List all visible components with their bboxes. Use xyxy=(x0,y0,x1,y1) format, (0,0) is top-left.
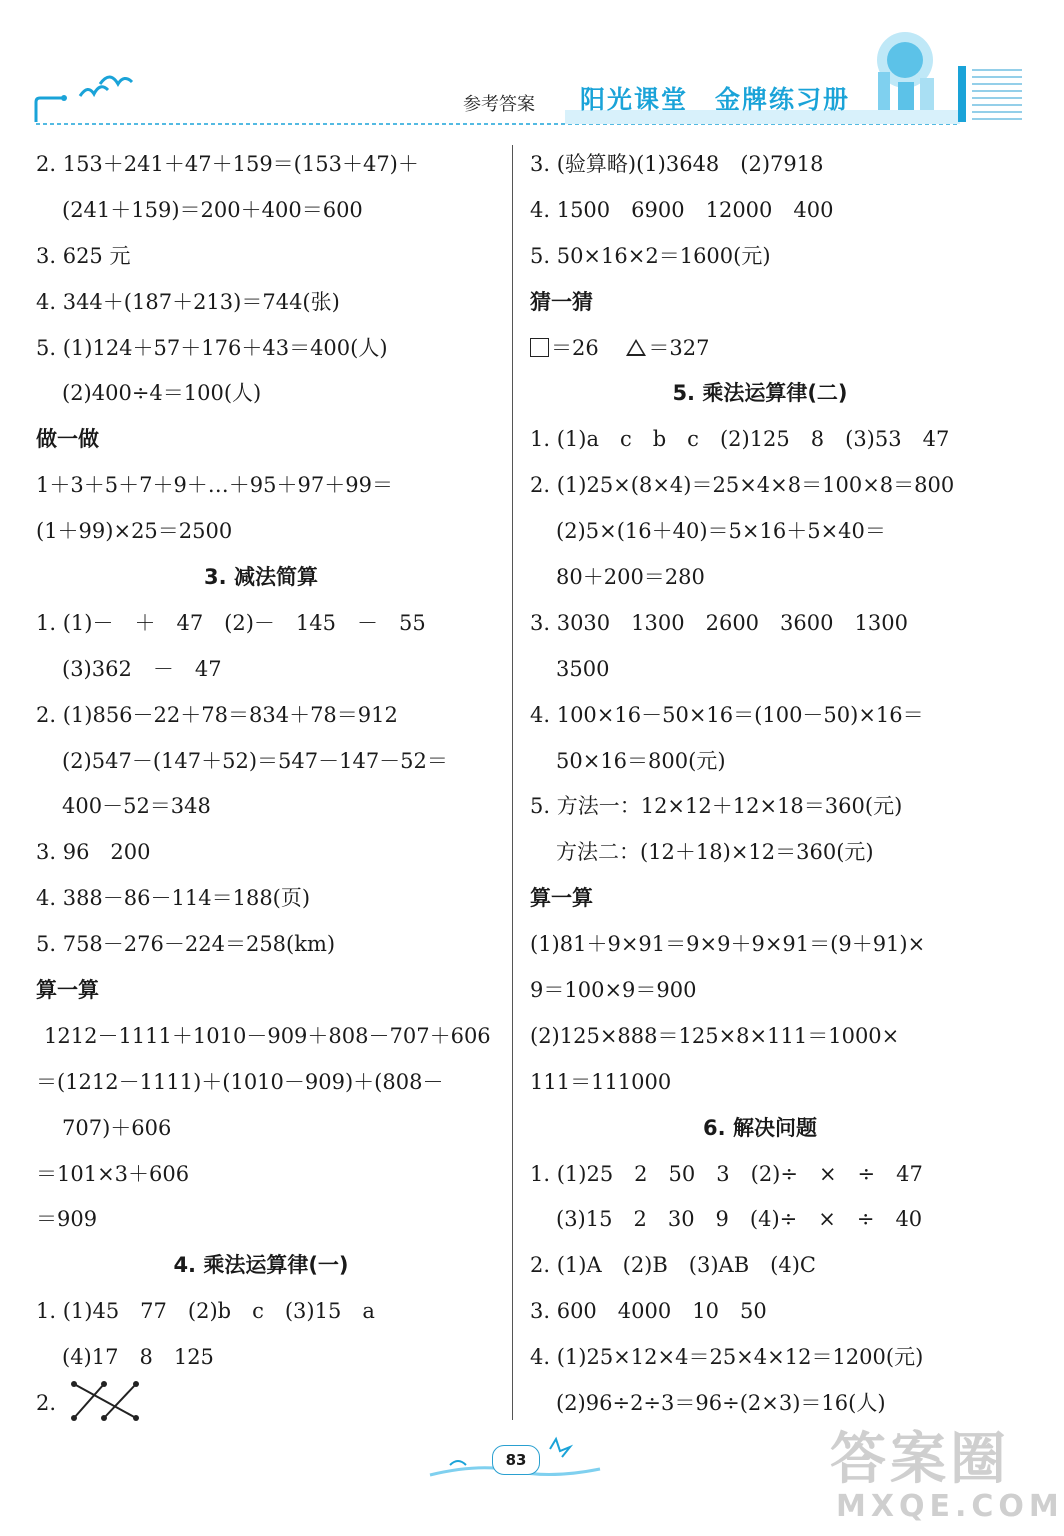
square-value: ＝26 xyxy=(551,335,599,360)
answer-line: 方法二：(12＋18)×12＝360(元) xyxy=(556,840,874,865)
answer-line: 3. (验算略)(1)3648 (2)7918 xyxy=(530,152,824,176)
answer-line: 3. 96 200 xyxy=(36,840,151,865)
answer-line: 5. 758－276－224＝258(km) xyxy=(36,932,336,957)
section-title: 6. 解决问题 xyxy=(703,1115,817,1140)
answer-line: 80＋200＝280 xyxy=(556,565,705,590)
right-answer-column xyxy=(530,142,990,1427)
answer-line: 3500 xyxy=(556,656,610,681)
answer-line: (2)547－(147＋52)＝547－147－52＝ xyxy=(62,748,448,773)
answer-line: 2. 153＋241＋47＋159＝(153＋47)＋ xyxy=(36,152,419,176)
page-header xyxy=(0,0,1039,135)
answer-line: 1. (1)25 2 50 3 (2)÷ × ÷ 47 xyxy=(530,1161,923,1186)
answer-line: (3)15 2 30 9 (4)÷ × ÷ 40 xyxy=(556,1207,923,1232)
answer-line: (3)362 － 47 xyxy=(62,656,222,681)
answer-line: (1＋99)×25＝2500 xyxy=(36,519,233,544)
answer-line: 2. (1)856－22＋78＝834＋78＝912 xyxy=(36,702,398,727)
answer-line: (2)125×888＝125×8×111＝1000× xyxy=(530,1023,900,1048)
answer-line: (241＋159)＝200＋400＝600 xyxy=(62,197,363,222)
answer-line: 1212－1111＋1010－909＋808－707＋606 xyxy=(44,1023,491,1048)
header-brand-title: 阳光课堂 金牌练习册 xyxy=(580,85,851,114)
subsection-heading: 算一算 xyxy=(530,886,593,911)
answer-line: (2)5×(16＋40)＝5×16＋5×40＝ xyxy=(556,519,886,544)
answer-line: 5. 50×16×2＝1600(元) xyxy=(530,243,771,268)
answer-line: 111＝111000 xyxy=(530,1069,672,1094)
watermark-url: MXQE.COM xyxy=(836,1489,1064,1524)
triangle-symbol xyxy=(626,339,646,356)
watermark-logo-text: 答案圈 xyxy=(830,1427,1010,1492)
answer-line: 4. (1)25×12×4＝25×4×12＝1200(元) xyxy=(530,1345,924,1370)
watermark xyxy=(830,1427,1064,1524)
section-title: 3. 减法简算 xyxy=(204,565,318,590)
answer-line: 4. 100×16－50×16＝(100－50)×16＝ xyxy=(530,702,924,727)
answer-line: ＝909 xyxy=(36,1207,98,1232)
answer-line: 3. 3030 1300 2600 3600 1300 xyxy=(530,610,908,635)
header-label: 参考答案 xyxy=(463,94,535,115)
answer-line: ＝101×3＋606 xyxy=(36,1161,190,1186)
answer-line: 4. 1500 6900 12000 400 xyxy=(530,197,834,222)
answer-line: 2. xyxy=(36,1391,57,1416)
page-footer xyxy=(420,1435,610,1485)
answer-line: (2)96÷2÷3＝96÷(2×3)＝16(人) xyxy=(556,1391,886,1416)
matching-lines-diagram xyxy=(64,1376,144,1424)
square-symbol xyxy=(530,338,549,357)
subsection-heading: 做一做 xyxy=(36,427,99,452)
column-divider xyxy=(512,145,513,1420)
answer-line: 1. (1)－ ＋ 47 (2)－ 145 － 55 xyxy=(36,610,426,635)
answer-line: 707)＋606 xyxy=(62,1115,172,1140)
answer-line: 4. 388－86－114＝188(页) xyxy=(36,886,311,911)
answer-line: 4. 344＋(187＋213)＝744(张) xyxy=(36,289,340,314)
answer-line: 1＋3＋5＋7＋9＋…＋95＋97＋99＝ xyxy=(36,473,393,498)
section-title: 4. 乘法运算律(一) xyxy=(173,1253,349,1278)
answer-line: (2)400÷4＝100(人) xyxy=(62,381,262,406)
triangle-value: ＝327 xyxy=(648,335,710,360)
section-title: 5. 乘法运算律(二) xyxy=(672,381,848,406)
subsection-heading: 算一算 xyxy=(36,978,99,1003)
page-number: 83 xyxy=(492,1445,540,1475)
answer-line: 2. (1)25×(8×4)＝25×4×8＝100×8＝800 xyxy=(530,473,955,498)
answer-line: 400－52＝348 xyxy=(62,794,211,819)
answer-line: 5. 方法一：12×12＋12×18＝360(元) xyxy=(530,794,903,819)
answer-line: 5. (1)124＋57＋176＋43＝400(人) xyxy=(36,335,388,360)
answer-line: 3. 625 元 xyxy=(36,243,131,268)
answer-line: 3. 600 4000 10 50 xyxy=(530,1299,767,1324)
answer-line: 9＝100×9＝900 xyxy=(530,978,697,1003)
answer-line: ＝(1212－1111)＋(1010－909)＋(808－ xyxy=(36,1069,444,1094)
answer-line: 1. (1)a c b c (2)125 8 (3)53 47 xyxy=(530,427,950,452)
answer-line: 1. (1)45 77 (2)b c (3)15 a xyxy=(36,1299,375,1324)
subsection-heading: 猜一猜 xyxy=(530,289,593,314)
answer-line: 2. (1)A (2)B (3)AB (4)C xyxy=(530,1253,816,1278)
answer-line: (1)81＋9×91＝9×9＋9×91＝(9＋91)× xyxy=(530,932,926,957)
answer-line: (4)17 8 125 xyxy=(62,1345,214,1370)
guess-answer-line xyxy=(530,326,990,372)
left-answer-column xyxy=(36,142,491,1427)
answer-line: 50×16＝800(元) xyxy=(556,748,726,773)
